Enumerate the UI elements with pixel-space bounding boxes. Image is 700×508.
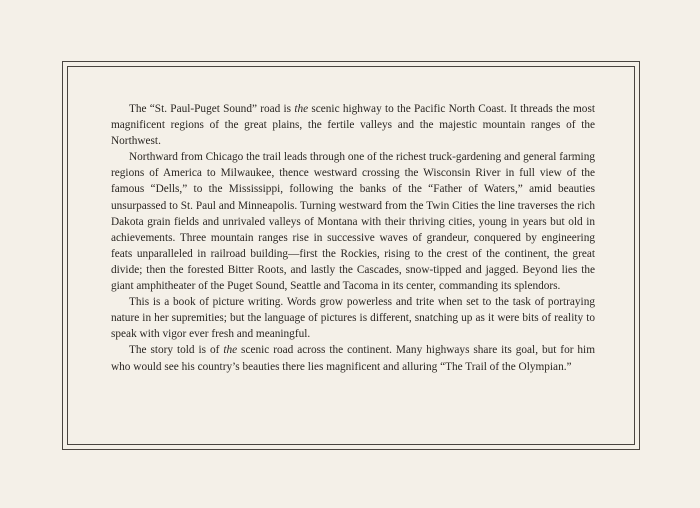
paragraph-3 [111, 294, 595, 342]
paragraph-4 [111, 342, 595, 374]
p2-text: Northward from Chicago the trail leads through one of the richest truck-gardening and general farming regions of America to Milwaukee, thence westward crossing the Wisconsin River in full view of the famous “Dells,” to the Mississippi, following the banks of the “Father of Waters,” amid beauties unsurpassed to St. Paul and Minneapolis. Turning westward from the Twin Cities the line traverses the rich Dakota grain fields and unrivaled valleys of Montana with their thriving cities, young in years but old in achievements. Three mountain ranges rise in successive waves of grandeur, conquered by engineering feats unparalleled in railroad building—first the Rockies, rising to the crest of the continent, the great divide; then the forested Bitter Roots, and lastly the Cascades, snow-tipped and jagged. Beyond lies the giant amphitheater of the Puget Sound, Seattle and Tacoma in its center, commanding its splendors. [111, 151, 595, 293]
p4-text-a: The story told is of [129, 344, 224, 357]
paragraph-2 [111, 149, 595, 294]
p3-text: This is a book of picture writing. Words grow powerless and trite when set to the task of portraying nature in her supremities; but the language of pictures is different, snatching up as it were bits of reality to speak with vigor ever fresh and meaningful. [111, 296, 595, 341]
paragraph-1 [111, 101, 595, 149]
p4-emphasis: the [223, 344, 238, 357]
body-text [111, 101, 595, 375]
p4-text-b: scenic road across the continent. Many highways share its goal, but for him who would see his country’s beauties there lies magnificent and alluring “The Trail of the Olympian.” [111, 344, 595, 373]
p1-text-b: scenic highway to the Pacific North Coast. It threads the most magnificent regions of the great plains, the fertile valleys and the majestic mountain ranges of the Northwest. [111, 103, 595, 148]
p1-emphasis: the [294, 103, 309, 115]
p1-text-a: The “St. Paul-Puget Sound” road is [129, 103, 295, 115]
